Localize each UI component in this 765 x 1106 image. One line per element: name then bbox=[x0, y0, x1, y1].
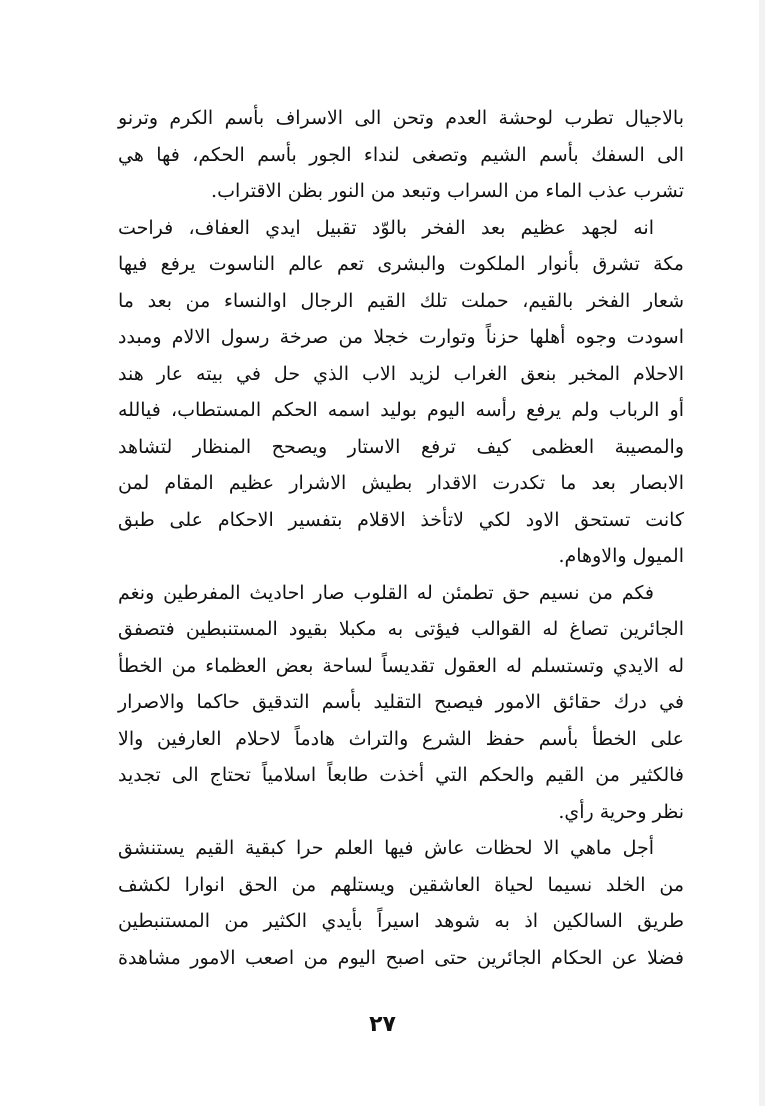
page-edge bbox=[759, 0, 765, 1106]
text-line: بالاجيال تطرب لوحشة العدم وتحن الى الاسراف بأسم الكرم وترنو bbox=[118, 107, 684, 129]
text-line: اسودت وجوه أهلها حزناً وتوارت خجلا من صرخة رسول الالام ومبدد bbox=[118, 326, 684, 348]
text-line: والمصيبة العظمى كيف ترفع الاستار ويصحح المنظار لتشاهد bbox=[118, 435, 684, 458]
paragraph-start-line: فكم من نسيم حق تطمئن له القلوب صار احاديث المفرطين ونغم bbox=[118, 581, 654, 604]
text-line: شعار الفخر بالقيم، حملت تلك القيم الرجال اوالنساء من بعد ما bbox=[118, 289, 684, 312]
text-line: الى السفك بأسم الشيم وتصغى لنداء الجور بأسم الحكم، فها هي bbox=[118, 143, 684, 166]
text-line: نظر وحرية رأي. bbox=[558, 800, 684, 823]
text-line: الميول والاوهام. bbox=[558, 545, 684, 567]
text-line: أو الرباب ولم يرفع رأسه اليوم بوليد اسمه الحكم المستطاب، فيالله bbox=[118, 399, 684, 421]
text-line: من الخلد نسيما لحياة العاشقين ويستلهم من الحق انوارا لكشف bbox=[118, 873, 684, 896]
text-line: كانت تستحق الاود لكي لاتأخذ الاقلام بتفسير الاحكام على طبق bbox=[118, 508, 684, 531]
text-line: له الايدي وتستسلم له العقول تقديساً لساحة بعض العظماء من الخطأ bbox=[118, 654, 684, 677]
text-line: طريق السالكين اذ به شوهد اسيراً بأيدي الكثير من المستنبطين bbox=[118, 910, 684, 932]
text-line: تشرب عذب الماء من السراب وتبعد من النور بظن الاقتراب. bbox=[211, 180, 684, 202]
text-line: على الخطأ بأسم حفظ الشرع والتراث هادماً لاحلام العارفين والا bbox=[118, 727, 684, 750]
text-line: الاحلام المخبر بنعق الغراب لزيد الاب الذي حل في بيته عار هند bbox=[118, 362, 684, 385]
page-number: ٢٧ bbox=[369, 1012, 396, 1037]
text-line: الجائرين تصاغ له القوالب فيؤتى به مكبلا بقيود المستنبطين فتصفق bbox=[118, 618, 684, 640]
text-line: مكة تشرق بأنوار الملكوت والبشرى تعم عالم الناسوت يرفع فيها bbox=[118, 253, 684, 275]
paragraph-start-line: أجل ماهي الا لحظات عاش فيها العلم حرا كبقية القيم يستنشق bbox=[118, 837, 654, 859]
paragraph-start-line: انه لجهد عظيم بعد الفخر بالوّد تقبيل ايدي العفاف، فراحت bbox=[118, 216, 654, 239]
text-line: الابصار بعد ما تكدرت الاقدار بطيش الاشرار عظيم المقام لمن bbox=[118, 472, 684, 494]
body-text bbox=[118, 100, 684, 976]
text-line: فضلا عن الحكام الجائرين حتى اصبح اليوم من اصعب الامور مشاهدة bbox=[118, 946, 684, 969]
text-line: فالكثير من القيم والحكم التي أخذت طابعاً اسلامياً تحتاج الى تجديد bbox=[118, 764, 684, 786]
text-line: في درك حقائق الامور فيصبح التقليد بأسم التدقيق حاكما والاصرار bbox=[118, 691, 684, 713]
